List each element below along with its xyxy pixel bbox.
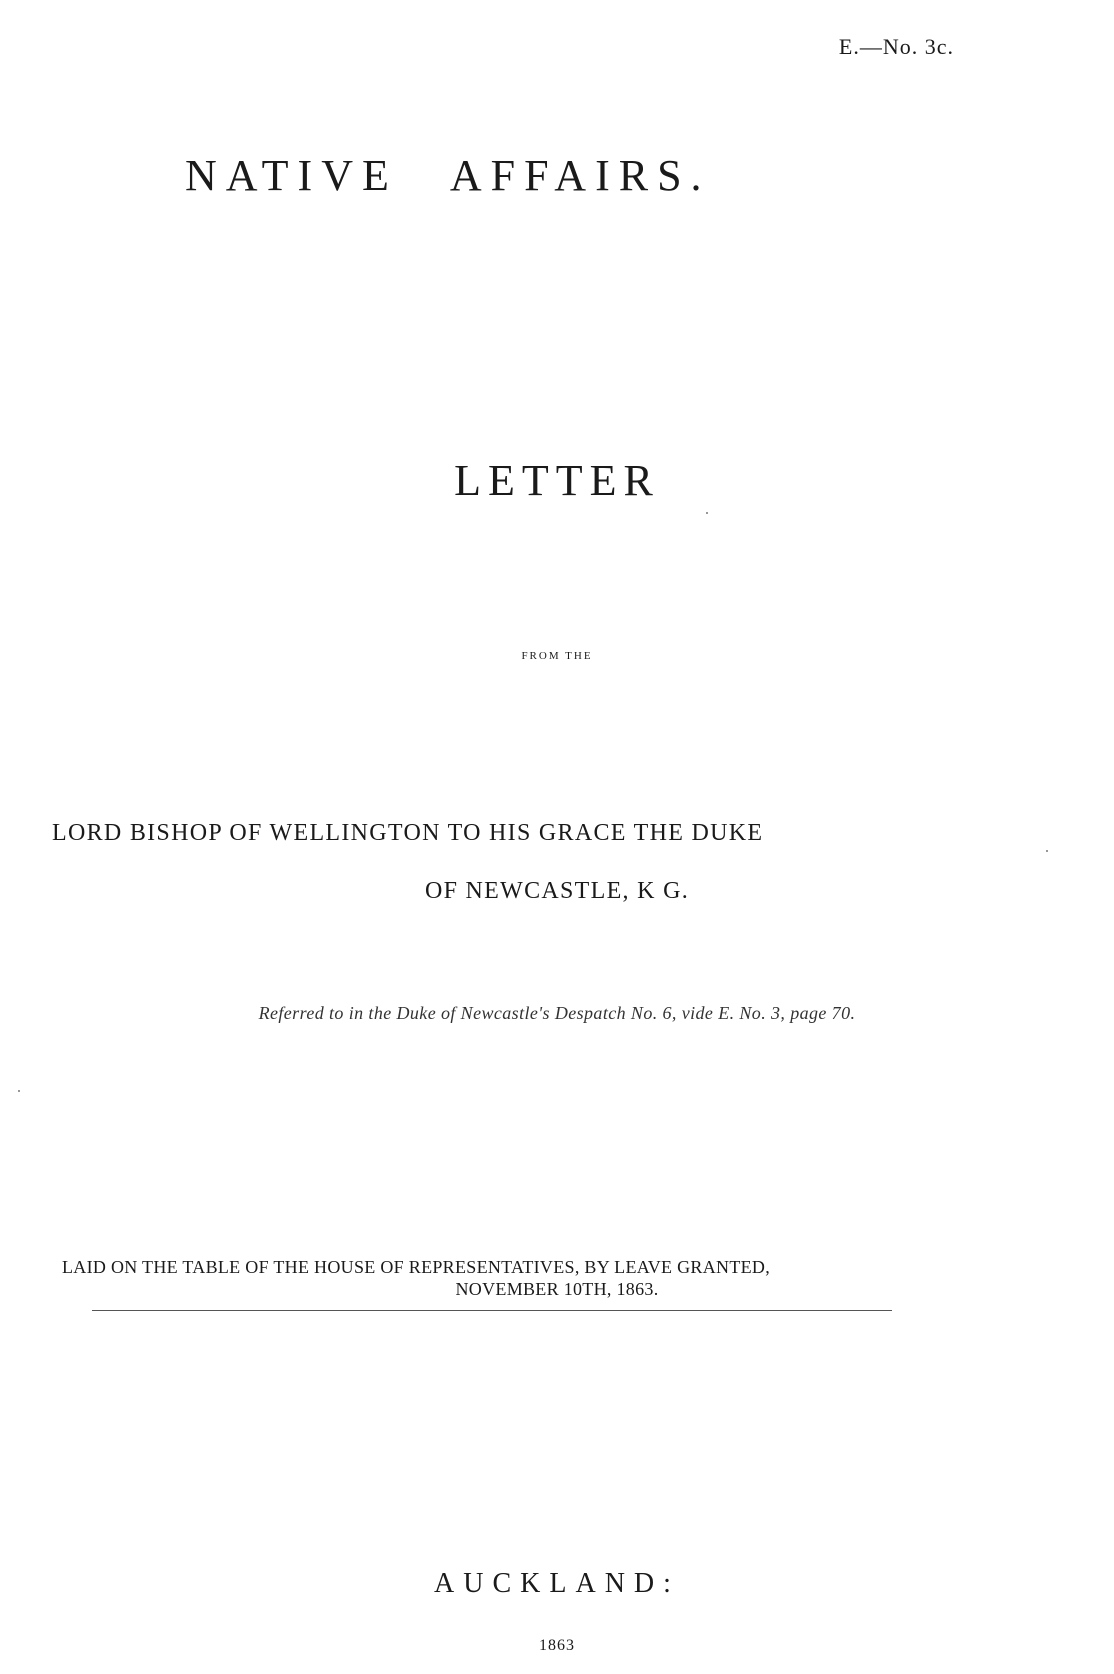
horizontal-rule: [92, 1310, 892, 1311]
subject-line-1: LORD BISHOP OF WELLINGTON TO HIS GRACE THE DUKE: [52, 820, 764, 846]
laid-on-table-line-2: NOVEMBER 10TH, 1863.: [455, 1279, 659, 1299]
document-type: LETTER: [454, 456, 660, 505]
ink-speck: [18, 1090, 20, 1092]
from-label: FROM THE: [521, 650, 593, 662]
subject-line-2: OF NEWCASTLE, K G.: [424, 878, 690, 904]
imprint-year: 1863: [539, 1637, 575, 1654]
laid-on-table-line-1: LAID ON THE TABLE OF THE HOUSE OF REPRESENTATIVES, BY LEAVE GRANTED,: [62, 1257, 771, 1277]
reference-number: E.—No. 3c.: [838, 34, 954, 59]
title-word-affairs: AFFAIRS.: [449, 151, 711, 200]
title-word-native: NATIVE: [185, 151, 398, 200]
page-title: [185, 150, 711, 201]
reference-note: Referred to in the Duke of Newcastle's Despatch No. 6, vide E. No. 3, page 70.: [258, 1003, 856, 1023]
ink-speck: [706, 512, 708, 514]
ink-speck: [1046, 850, 1048, 852]
imprint-place: AUCKLAND:: [434, 1568, 680, 1599]
